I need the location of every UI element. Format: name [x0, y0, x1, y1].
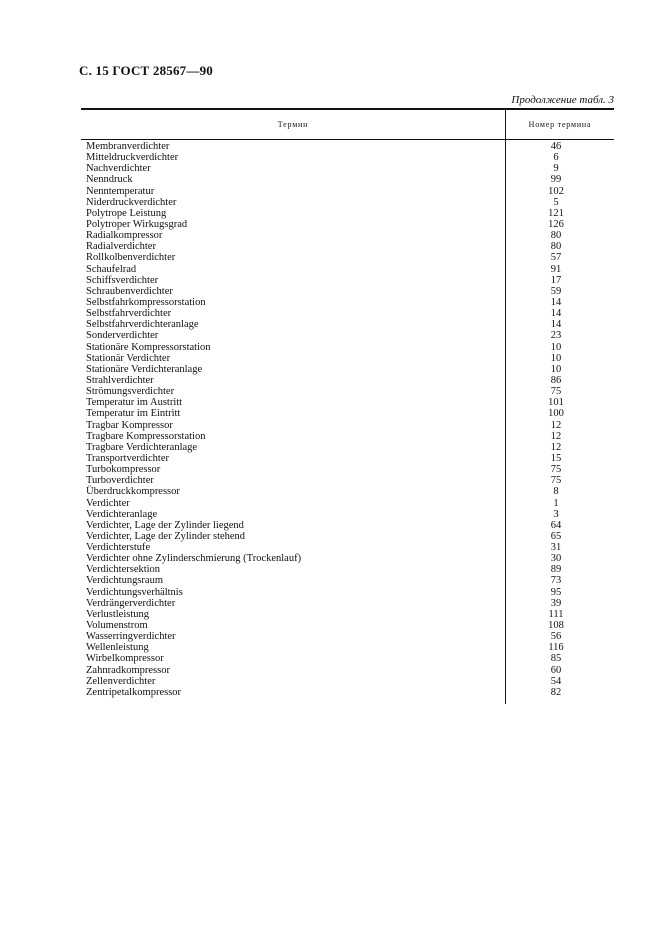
table-row-number: 75	[550, 386, 562, 398]
table-row-term: Stationär Verdichter	[86, 352, 171, 364]
table-row-term: Polytroper Wirkugsgrad	[86, 218, 188, 230]
table-row-number: 108	[548, 620, 564, 632]
table-row-term: Verdichtersektion	[86, 564, 161, 576]
table-row-term: Stationäre Verdichteranlage	[86, 363, 203, 375]
table-row-number: 102	[548, 185, 564, 197]
table-row-term: Verdichter, Lage der Zylinder stehend	[86, 530, 246, 542]
table-row-number: 116	[548, 642, 564, 654]
table-row-term: Membranverdichter	[86, 141, 170, 152]
table-row-number: 64	[550, 519, 562, 531]
table-row-term: Überdruckkompressor	[86, 486, 180, 498]
table-row-term: Transportverdichter	[86, 452, 170, 464]
table-row-number: 86	[550, 374, 562, 386]
table-row-number: 10	[550, 341, 562, 353]
table-row-number: 17	[550, 274, 562, 286]
table-row-term: Nachverdichter	[86, 163, 151, 175]
table-row-number: 9	[553, 163, 559, 175]
table-row-number: 75	[550, 475, 562, 487]
table-row-number: 101	[548, 397, 564, 409]
table-row-term: Verlustleistung	[86, 608, 149, 620]
table-row-term: Sonderverdichter	[86, 330, 159, 342]
page-header: С. 15 ГОСТ 28567—90	[79, 63, 213, 78]
table-row-term: Temperatur im Eintritt	[86, 408, 181, 420]
table-row-term: Tragbare Verdichteranlage	[86, 441, 198, 453]
table-row-term: Temperatur im Austritt	[86, 397, 183, 409]
table-row-term: Zahnradkompressor	[86, 664, 170, 676]
table-row-term: Rollkolbenverdichter	[86, 252, 176, 264]
table-row-term: Turboverdichter	[86, 475, 154, 487]
table-row-number: 82	[550, 686, 562, 698]
table-row-number: 59	[550, 285, 562, 297]
table-row-term: Strömungsverdichter	[86, 386, 175, 398]
table-row-number: 12	[550, 441, 562, 453]
table-row-number: 30	[550, 553, 562, 565]
table-row-number: 111	[548, 608, 564, 620]
table-row-term: Volumenstrom	[86, 620, 148, 632]
table-row-term: Selbstfahrverdichter	[86, 308, 172, 320]
table-row-number: 1	[553, 497, 559, 509]
table-row-number: 60	[550, 664, 562, 676]
term-column	[81, 140, 506, 704]
table-row-number: 14	[550, 319, 562, 331]
table-row-term: Schraubenverdichter	[86, 285, 173, 297]
table-row-term: Nenndruck	[86, 174, 133, 186]
table-row-term: Verdichtungsverhältnis	[86, 586, 183, 598]
table-row-term: Verdichtungsraum	[86, 575, 163, 587]
table-row-number: 5	[553, 196, 559, 208]
table-row-number: 121	[548, 207, 564, 219]
table-row-number: 73	[550, 575, 562, 587]
number-column	[506, 140, 614, 704]
table-row-number: 80	[550, 241, 562, 253]
table-row-term: Strahlverdichter	[86, 374, 154, 386]
table-row-number: 65	[550, 530, 562, 542]
table-row-term: Schaufelrad	[86, 263, 137, 275]
table-row-number: 95	[550, 586, 562, 598]
table-row-number: 10	[550, 363, 562, 375]
table-row-term: Zentripetalkompressor	[86, 686, 182, 698]
table-row-number: 75	[550, 464, 562, 476]
table-row-term: Verdrängerverdichter	[86, 597, 176, 609]
table-row-term: Tragbare Kompressorstation	[86, 430, 206, 442]
table-row-number: 100	[548, 408, 564, 420]
table-row-term: Radialkompressor	[86, 230, 163, 242]
table-row-number: 14	[550, 308, 562, 320]
table-row-number: 91	[550, 263, 562, 275]
table-row-number: 12	[550, 430, 562, 442]
table-row-number: 56	[550, 631, 562, 643]
table-row-number: 85	[550, 653, 562, 665]
table-row-number: 80	[550, 230, 562, 242]
table-row-term: Verdichter	[86, 497, 130, 509]
table-row-number: 12	[550, 419, 562, 431]
table-row-term: Radialverdichter	[86, 241, 156, 253]
table-row-number: 99	[550, 174, 562, 186]
table-row-number: 3	[553, 508, 559, 520]
table-row-term: Niderdruckverdichter	[86, 196, 177, 208]
table-row-term: Turbokompressor	[86, 464, 161, 476]
table-row-number: 6	[553, 152, 559, 164]
table-row-term: Zellenverdichter	[86, 675, 156, 687]
table-row-term: Verdichter, Lage der Zylinder liegend	[86, 519, 244, 531]
table-row-term: Verdichteranlage	[86, 508, 158, 520]
table-row-number: 8	[553, 486, 559, 498]
table-body	[81, 140, 614, 704]
terms-table	[81, 108, 614, 704]
table-row-number: 10	[550, 352, 562, 364]
table-row-term: Wirbelkompressor	[86, 653, 164, 665]
table-row-number: 23	[550, 330, 562, 342]
table-row-term: Nenntemperatur	[86, 185, 155, 197]
table-row-number: 126	[548, 218, 564, 230]
table-row-term: Verdichterstufe	[86, 542, 151, 554]
table-row-term: Mitteldruckverdichter	[86, 152, 179, 164]
table-row-term: Polytrope Leistung	[86, 207, 167, 219]
table-continuation-label: Продолжение табл. 3	[511, 94, 614, 106]
table-row-term: Wasserringverdichter	[86, 631, 176, 643]
table-row-number: 54	[550, 675, 562, 687]
column-header-number: Номер термина	[528, 120, 592, 129]
table-row-number: 46	[550, 141, 562, 152]
table-row-term: Selbstfahrkompressorstation	[86, 296, 206, 308]
table-header	[81, 110, 614, 140]
table-row-number: 15	[550, 452, 562, 464]
table-row-term: Wellenleistung	[86, 642, 149, 654]
table-row-term: Selbstfahrverdichteranlage	[86, 319, 199, 331]
table-row-term: Verdichter ohne Zylinderschmierung (Trockenlauf)	[86, 553, 302, 565]
table-row-term: Schiffsverdichter	[86, 274, 159, 286]
table-row-term: Tragbar Kompressor	[86, 419, 173, 431]
table-row-number: 89	[550, 564, 562, 576]
table-row-number: 14	[550, 296, 562, 308]
table-row-term: Stationäre Kompressorstation	[86, 341, 211, 353]
table-row-number: 57	[550, 252, 562, 264]
table-row-number: 31	[550, 542, 562, 554]
table-row-number: 39	[550, 597, 562, 609]
column-header-term: Термин	[81, 110, 506, 139]
